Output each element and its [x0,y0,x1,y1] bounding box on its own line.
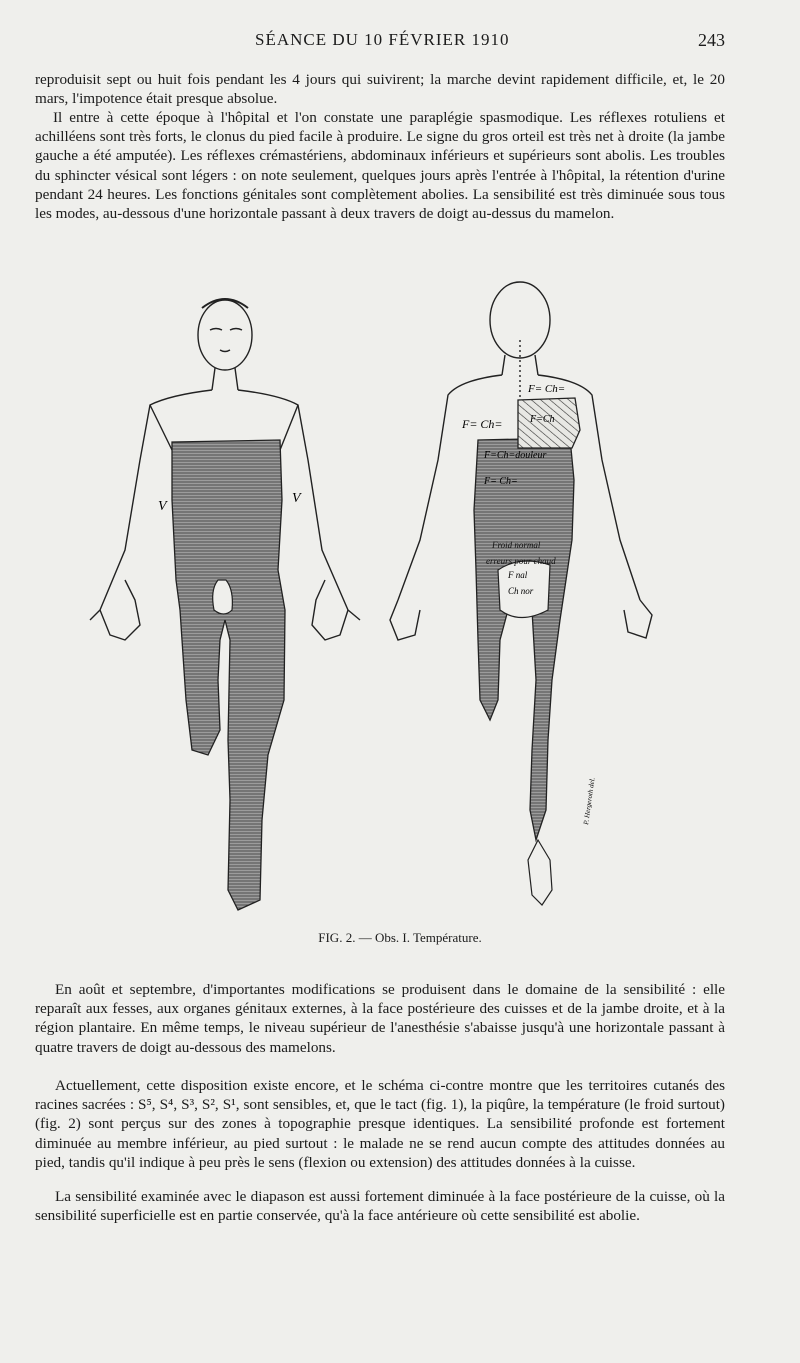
genital-area [213,580,233,614]
back-anesthesia-zone [474,438,574,840]
running-head [0,30,800,54]
paragraph-4: Actuellement, cette disposition existe encore, et le schéma ci-contre montre que les territoires cutanés des racines sacrées : S⁵, S⁴, S³, S², S¹, sont sensibles, et, que le tact (fig. 1), la piqûre, la température (le froid surtout) (fig. 2) sont perçus sur des zones à topographie presque identiques. La sensibilité profonde est fortement diminuée au membre inférieur, au pied surtout : le malade ne se rend aucun compte des attitudes données au pied, tandis qu'il indique à peu près le sens (flexion ou extension) des attitudes données à la cuisse. [35,1077,725,1171]
label-f-ch-side: F= Ch= [462,417,503,431]
label-f-ch-box: F=Ch [530,414,555,425]
body-diagram-svg [80,280,720,925]
paragraph-1: reproduisit sept ou huit fois pendant les 4 jours qui suivirent; la marche devint rapidement difficile, et, le 20 mars, l'impotence était presque absolue. [35,71,725,108]
paragraph-2: Il entre à cette époque à l'hôpital et l'on constate une paraplégie spasmodique. Les réflexes rotuliens et achilléens sont très forts, le clonus du pied facile à produire. Le signe du gros orteil est très net à droite (la jambe gauche a été amputée). Les réflexes crémastériens, abdominaux inférieurs et supérieurs sont abolis. Les troubles du sphincter vésical sont légers : on note seulement, quelques jours après l'entrée à l'hôpital, la rétention d'urine pendant 24 heures. Les fonctions génitales sont complètement abolies. La sensibilité est très diminuée sous tous les modes, au-dessous d'une horizontale passant à deux travers de doigt au-dessus du mamelon. [35,109,725,223]
label-ch-nor: Ch nor [508,586,534,596]
label-erreurs: erreurs pour chaud [486,556,556,566]
front-right-mark: V [292,491,301,506]
running-title: SÉANCE DU 10 FÉVRIER 1910 [255,30,510,49]
page-number: 243 [698,30,725,50]
label-f-nal: F nal [508,570,528,580]
front-anesthesia-zone [172,440,285,910]
artist-signature: P. Hergeroth del. [582,777,597,826]
paragraph-3: En août et septembre, d'importantes modifications se produisent dans le domaine de la sensibilité : elle reparaît aux fesses, aux organes génitaux externes, à la face postérieure des cuisses et de la jambe droite, et à la région plantaire. En même temps, le niveau supérieur de l'anesthésie s'abaisse jusqu'à une horizontale passant à quatre travers de doigt au-dessous des mamelons. [35,981,725,1056]
front-left-mark: V [158,499,167,514]
label-f-ch-douleur: F=Ch=douleur [484,450,547,461]
label-froid-normal: Froid normal [492,540,541,550]
label-f-ch-lower: F= Ch= [484,476,518,487]
figure-caption: FIG. 2. — Obs. I. Température. [318,930,482,945]
figure-body-diagram [80,280,720,925]
label-f-ch-upper: F= Ch= [528,383,566,395]
paragraph-5: La sensibilité examinée avec le diapason est aussi fortement diminuée à la face postérieure de la cuisse, où la sensibilité superficielle est en partie conservée, qu'à la face antérieure où cette sensibilité est abolie. [35,1188,725,1225]
back-foot [528,840,552,905]
